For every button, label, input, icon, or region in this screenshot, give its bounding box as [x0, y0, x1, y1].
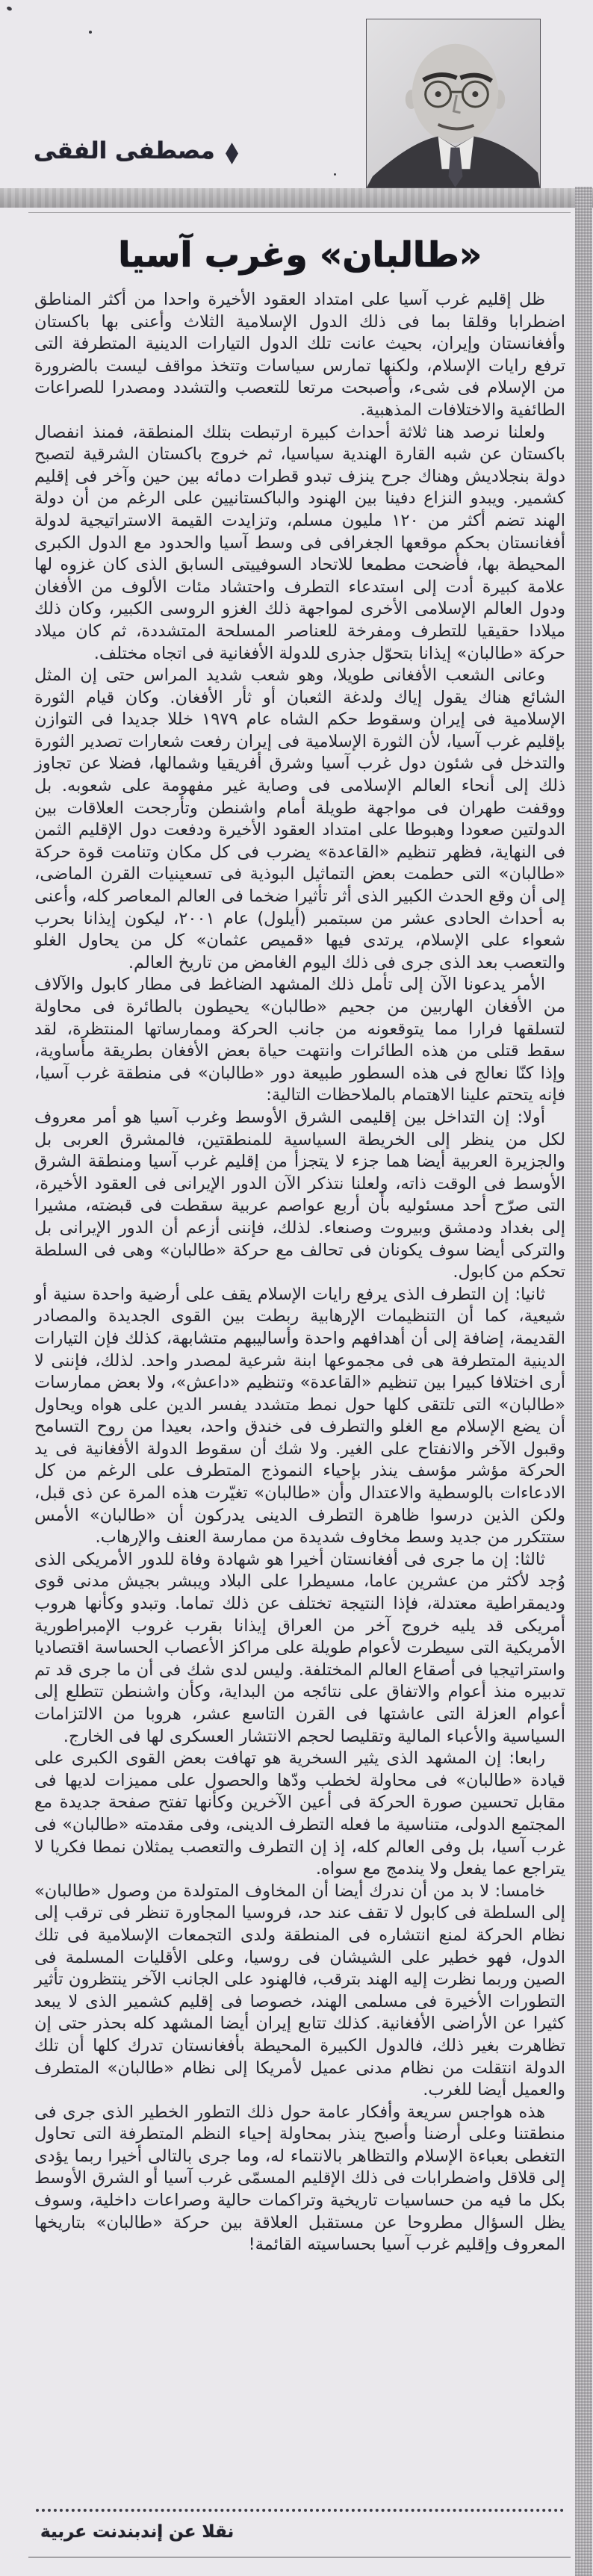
- scan-speck: [334, 173, 336, 176]
- right-margin-strip: [575, 187, 592, 2576]
- separator-band: [0, 188, 593, 208]
- article-box: [28, 212, 571, 2558]
- attribution: نقلا عن إندبندنت عربية: [40, 2522, 235, 2542]
- author-name: مصطفى الفقى: [34, 137, 215, 164]
- article-paragraph: أولا: إن التداخل بين إقليمى الشرق الأوسط وغرب آسيا هو أمر معروف لكل من ينظر إلى الخريطة السياسية للمنطقتين، فالمشرق العربى بل والجزيرة العربية أيضا هما جزء لا يتجزأ من إقليم غرب آسيا ومنطقة الشرق الأوسط فى الوقت ذاته، ولعلنا نتذكر الآن الدور الإيرانى فى العقود الأخيرة، التى صرّح أحد مسئوليه بأن أربع عواصم عربية سقطت فى قبضته، مشيرا إلى بغداد ودمشق وبيروت وصنعاء. لذلك، فإننى أزعم أن الدور الإيرانى بل والتركى أيضا سوف يكونان فى تحالف مع حركة «طالبان» وهى فى السلطة تحكم من كابول.: [34, 1107, 565, 1282]
- diamond-bullet-icon: [226, 143, 238, 164]
- article-paragraph: ولعلنا نرصد هنا ثلاثة أحداث كبيرة ارتبطت بتلك المنطقة، فمنذ انفصال باكستان عن شبه القارة الهندية سياسيا، ثم خروج باكستان الشرقية لتصبح دولة بنجلاديش وهناك جرح ينزف تبدو قطرات دمائه بين حين وآخر فى إقليم كشمير. ويبدو النزاع دفينا بين الهنود والباكستانيين على الرغم من أن دولة الهند تضم أكثر من ١٢٠ مليون مسلم، وتزايدت القيمة الاستراتيجية لدولة أفغانستان بحكم موقعها الجغرافى فى وسط آسيا والحدود مع الدول الكبرى المحيطة بها، فأضحت مطمعا للاتحاد السوفييتى السابق الذى كان غزوه لها علامة كبيرة أدت إلى استدعاء التطرف واحتشاد مئات الألوف من الأفغان ودول العالم الإسلامى الأخرى لمواجهة ذلك الغزو الروسى الكبير، وكان ذلك ميلادا حقيقيا للتطرف ومفرخة للعناصر المسلحة المتشددة، ثم كان ميلاد حركة «طالبان» إيذانا بتحوّل جذرى للدولة الأفغانية فى اتجاه مختلف.: [34, 422, 566, 663]
- dotted-divider: [36, 2509, 564, 2512]
- article-paragraph: وعانى الشعب الأفغانى طويلا، وهو شعب شديد المراس حتى إن المثل الشائع هناك يقول إياك ولدغة الثعبان أو ثأر الأفغان. وكان قيام الثورة الإسلامية فى إيران وسقوط حكم الشاه عام ١٩٧٩ خللا جديدا فى التوازن بإقليم غرب آسيا، لأن الثورة الإسلامية فى إيران رفعت شعارات تصدير الثورة والتدخل فى شئون دول غرب آسيا وشرق أفريقيا وشمالها، فضلا عن تجاوز ذلك إلى أنحاء العالم الإسلامى فى وصاية غير مفهومة على شعوبه. بل ووقفت طهران فى مواجهة طويلة أمام واشنطن وتأرجحت العلاقات بين الدولتين صعودا وهبوطا على امتداد العقود الأخيرة ودفعت دول الإقليم الثمن فى النهاية، فظهر تنظيم «القاعدة» يضرب فى كل مكان وتنامت قوة حركة «طالبان» التى حطمت بعض التماثيل البوذية فى تسعينيات القرن الماضى، إلى أن وقع الحدث الكبير الذى أثر تأثيرا ضخما فى العالم المعاصر كله، وأعنى به أحداث الحادى عشر من سبتمبر (أيلول) عام ٢٠٠١، ليكون إيذانا بحرب شعواء على الإسلام، يرتدى فيها «قميص عثمان» كل من يحاول الغلو والتعصب بعد الذى جرى فى ذلك اليوم الغامض من تاريخ العالم.: [34, 665, 565, 972]
- article-paragraph: ثانيا: إن التطرف الذى يرفع رايات الإسلام يقف على أرضية واحدة سنية أو شيعية، كما أن التنظيمات الإرهابية ربطت بين القوى الجديدة والمصادر القديمة، إضافة إلى أن أهدافهم واحدة وأساليبهم متشابهة، كذلك فإن التيارات الدينية المتطرفة هى فى مجموعها ابنة شرعية لمصدر واحد. لذلك، فإننى لا أرى اختلافا كبيرا بين تنظيم «القاعدة» وتنظيم «داعش»، ولا بعض ممارسات «طالبان» التى تلتقى كلها حول نمط متشدد يفسر الدين على هواه ويحاول أن يضع الإسلام مع الغلو والتطرف فى خندق واحد، بعيدا من روح التسامح وقبول الآخر والانفتاح على الغير. ولا شك أن سقوط الدولة الأفغانية فى يد الحركة مؤشر مؤسف ينذر بإحياء النموذج المتطرف على الرغم من كل الادعاءات بالوسطية والاعتدال وأن «طالبان» تغيّرت هذه المرة عن ذى قبل، ولكن الذين درسوا ظاهرة التطرف الدينى يدركون أن «طالبان» الأمس ستتكرر من جديد وسط مخاوف شديدة من ممارسة العنف والإرهاب.: [34, 1284, 565, 1548]
- article-paragraph: ثالثا: إن ما جرى فى أفغانستان أخيرا هو شهادة وفاة للدور الأمريكى الذى وُجد لأكثر من عشرين عاما، مسيطرا على البلاد ويبشر بجيش مدنى قوى وديمقراطية معتدلة، فإذا النتيجة تختلف عن ذلك تماما. وتبدو وكأنها هروب أمريكى قد يليه خروج آخر من العراق إيذانا بقرب غروب الإمبراطورية الأمريكية التى سيطرت لأعوام طويلة على مراكز الأعصاب الحساسة اقتصاديا واستراتيجيا فى أصقاع العالم المختلفة. وليس لدى شك فى أن ما جرى قد تم تدبيره منذ أعوام والاتفاق على نتائجه من البداية، وكأن واشنطن تتطلع إلى أعوام العزلة التى عاشتها فى القرن التاسع عشر، هروبا من الالتزامات السياسية والأعباء المالية وتقليصا لحجم الانتشار العسكرى لها فى الخارج.: [34, 1549, 565, 1746]
- author-photo: [366, 19, 541, 188]
- scan-speck: [6, 6, 12, 11]
- article-paragraph: الأمر يدعونا الآن إلى تأمل ذلك المشهد الضاغط فى مطار كابول والآلاف من الأفغان الهاربين من جحيم «طالبان» يحيطون بالطائرة فى محاولة لتسلقها فرارا مما يتوقعونه من جانب الحركة وممارساتها المنتظرة، لقد سقط قتلى من هذه الطائرات وانتهت حياة بعض الأفغان بطريقة مأساوية، وإذا كنّا نعالج فى هذه السطور طبيعة دور «طالبان» فى منطقة غرب آسيا، فإنه يتحتم علينا الاهتمام بالملاحظات التالية:: [34, 975, 565, 1105]
- article-paragraph: رابعا: إن المشهد الذى يثير السخرية هو تهافت بعض القوى الكبرى على قيادة «طالبان» فى محاولة لخطب ودّها والحصول على مميزات لديها فى مقابل تحسين صورة الحركة فى أعين الآخرين وكأنها تفتح صفحة جديدة مع المجتمع الدولى، متناسية ما فعله التطرف الدينى، وفى مقدمته «طالبان» فى غرب آسيا، بل وفى العالم كله، إذ إن التطرف والتعصب يمثلان نمطا فكريا لا يتراجع عما يفعل ولا يندمج مع سواه.: [34, 1748, 565, 1879]
- article-paragraph: ظل إقليم غرب آسيا على امتداد العقود الأخيرة واحدا من أكثر المناطق اضطرابا وقلقا بما فى ذلك الدول الإسلامية الثلاث وأعنى بها باكستان وأفغانستان وإيران، بحيث عانت تلك الدول التيارات الدينية المتطرفة التى ترفع رايات الإسلام، ولكنها تمارس سياسات وتتخذ مواقف ليست بالضرورة من الإسلام فى شىء، وأصبحت مرتعا للتعصب والتشدد ومصدرا للصراعات الطائفية والاختلافات المذهبية.: [34, 290, 565, 420]
- portrait-illustration: [367, 19, 540, 187]
- article-headline: «طالبان» وغرب آسيا: [118, 235, 482, 276]
- article-paragraph: هذه هواجس سريعة وأفكار عامة حول ذلك التطور الخطير الذى جرى فى منطقتنا وعلى أرضنا وأصبح ينذر بمحاولة إحياء النظم المتطرفة التى تحاول التغطى بعباءة الإسلام والتظاهر بالانتماء له، وما جرى بالتالى أخيرا ربما يؤدى إلى قلاقل واضطرابات فى ذلك الإقليم المسمّى غرب آسيا أو الشرق الأوسط بكل ما فيه من حساسيات تاريخية وتراكمات حالية وصراعات داخلية، وسوف يظل السؤال مطروحا عن مستقبل العلاقة بين حركة «طالبان» بتاريخها المعروف وإقليم غرب آسيا بحساسيته القائمة!: [34, 2102, 565, 2255]
- article-footer: [34, 2509, 565, 2546]
- article-paragraph: خامسا: لا بد من أن ندرك أيضا أن المخاوف المتولدة من وصول «طالبان» إلى السلطة فى كابول لا تقف عند حد، فروسيا المجاورة تنظر فى ترقب إلى نظام الحركة لمنع انتشاره فى المنطقة ولدى التجمعات الإسلامية فى تلك الدول، فهو خطير على الشيشان فى روسيا، وعلى الأقليات المسلمة فى الصين وربما نظرت إليه الهند بترقب، فالهنود على الجانب الآخر ينتظرون تأثير التطورات الأخيرة فى مسلمى الهند، خصوصا فى إقليم كشمير الذى لا يبعد كثيرا عن الأراضى الأفغانية. كذلك تتابع إيران أيضا المشهد كله بحذر حتى إن تظاهرت بغير ذلك، فالدول الكبيرة المحيطة بأفغانستان تدرك كلها أن تلك الدولة انتقلت من نظام مدنى عميل لأمريكا إلى نظام «طالبان» المتطرف والعميل أيضا للغرب.: [34, 1881, 565, 2100]
- scan-speck: [89, 31, 92, 34]
- article-body: [34, 289, 565, 2256]
